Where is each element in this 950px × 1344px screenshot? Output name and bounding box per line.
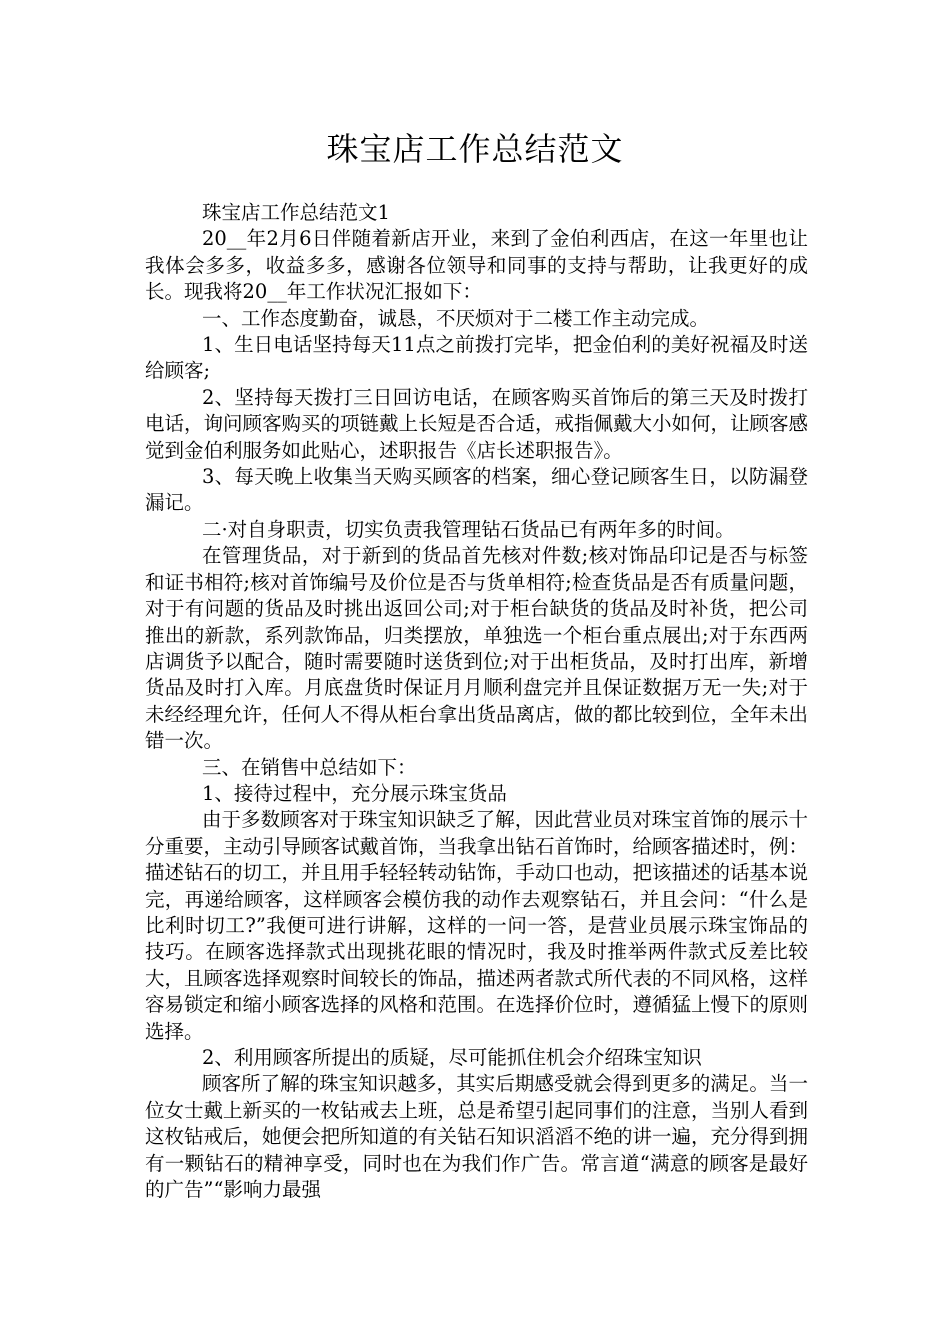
subsection-heading: 2、利用顾客所提出的质疑，尽可能抓住机会介绍珠宝知识 (201, 1046, 702, 1069)
list-item: 2、坚持每天拨打三日回访电话，在顾客购买首饰后的第三天及时拨打电话，询问顾客购买的项链戴上长短是否合适，戒指佩戴大小如何，让顾客感觉到金伯利服务如此贴心，述职报告《店长述职报告》。 (145, 385, 809, 462)
body-paragraph: 在管理货品，对于新到的货品首先核对件数;核对饰品印记是否与标签和证书相符;核对首饰编号及价位是否与货单相符;检查货品是否有质量问题，对于有问题的货品及时挑出返回公司;对于柜台缺货的货品及时补货，把公司推出的新款，系列款饰品，归类摆放，单独选一个柜台重点展出;对于东西两店调货予以配合，随时需要随时送货到位;对于出柜货品，及时打出库，新增货品及时打入库。月底盘货时保证月月顺利盘完并且保证数据万无一失;对于未经经理允许，任何人不得从柜台拿出货品离店，做的都比较到位，全年未出错一次。 (145, 544, 809, 753)
body-paragraph: 顾客所了解的珠宝知识越多，其实后期感受就会得到更多的满足。当一位女士戴上新买的一枚钻戒去上班，总是希望引起同事们的注意，当别人看到这枚钻戒后，她便会把所知道的有关钻石知识滔滔不绝的讲一遍，充分得到拥有一颗钻石的精神享受，同时也在为我们作广告。常言道“满意的顾客是最好的广告”“影响力最强 (145, 1072, 809, 1202)
section-heading: 三、在销售中总结如下： (201, 755, 417, 779)
document-title: 珠宝店工作总结范文 (326, 130, 624, 168)
list-item: 3、每天晚上收集当天购买顾客的档案，细心登记顾客生日，以防漏登漏记。 (145, 465, 808, 515)
subtitle-paragraph: 珠宝店工作总结范文1 (201, 201, 390, 224)
body-paragraph: 由于多数顾客对于珠宝知识缺乏了解，因此营业员对珠宝首饰的展示十分重要，主动引导顾客试戴首饰，当我拿出钻石首饰时，给顾客描述时，例：描述钻石的切工，并且用手轻轻转动钻饰，手动口也动，把该描述的话基本说完，再递给顾客，这样顾客会模仿我的动作去观察钻石，并且会问：“什么是比利时切工?”我便可进行讲解，这样的一问一答，是营业员展示珠宝饰品的技巧。在顾客选择款式出现挑花眼的情况时，我及时推举两件款式反差比较大，且顾客选择观察时间较长的饰品，描述两者款式所代表的不同风格，这样容易锁定和缩小顾客选择的风格和范围。在选择价位时，遵循猛上慢下的原则选择。 (145, 808, 809, 1043)
section-heading: 一、工作态度勤奋，诚恳，不厌烦对于二楼工作主动完成。 (201, 306, 709, 330)
section-heading: 二·对自身职责，切实负责我管理钻石货品已有两年多的时间。 (201, 517, 735, 541)
list-item: 1、生日电话坚持每天11点之前拨打完毕，把金伯利的美好祝福及时送给顾客; (145, 333, 808, 383)
document-body (145, 200, 808, 1203)
subsection-heading: 1、接待过程中，充分展示珠宝货品 (201, 781, 507, 805)
intro-paragraph: 20__年2月6日伴随着新店开业，来到了金伯利西店，在这一年里也让我体会多多，收益多多，感谢各位领导和同事的支持与帮助，让我更好的成长。现我将20__年工作状况汇报如下： (145, 227, 808, 304)
